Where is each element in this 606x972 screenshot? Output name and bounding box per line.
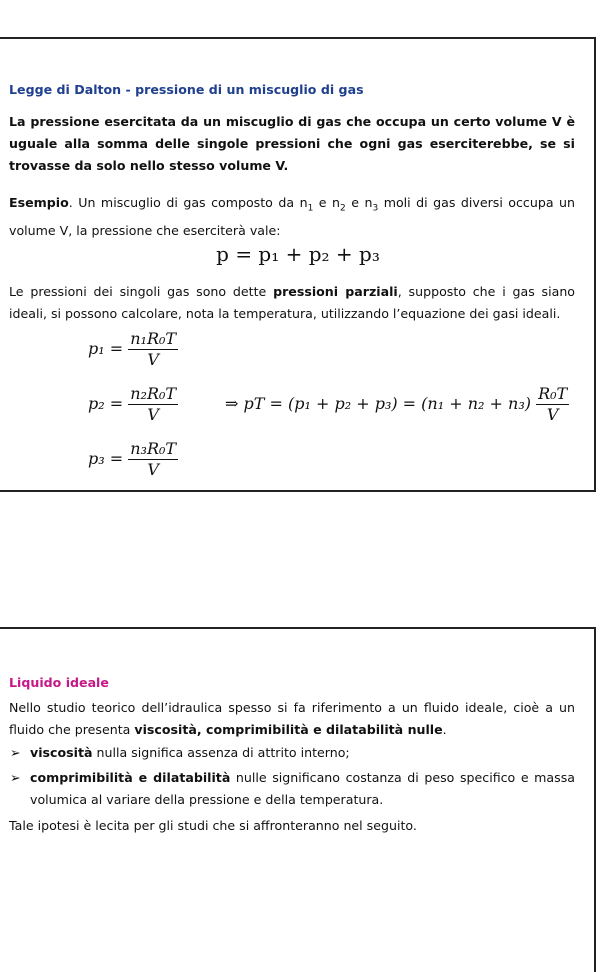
equation-p3 bbox=[88, 439, 178, 480]
example-paragraph bbox=[9, 192, 575, 242]
eq-total-lhs: ⇒ pT = (p₁ + p₂ + p₃) = (n₁ + n₂ + n₃) bbox=[225, 394, 531, 413]
eq-p2-num: n₂R₀T bbox=[130, 384, 177, 403]
ideal-liquid-title: Liquido ideale bbox=[9, 675, 109, 690]
eq-p2-lhs: p₂ = bbox=[88, 394, 124, 413]
eq-p3-den: V bbox=[147, 460, 159, 479]
bullet-arrow-icon: ➢ bbox=[10, 745, 21, 760]
dalton-title: Legge di Dalton - pressione di un miscuglio di gas bbox=[9, 82, 364, 97]
ideal-liquid-panel bbox=[0, 627, 596, 972]
intro-bold: viscosità, comprimibilità e dilatabilità nulle bbox=[134, 722, 443, 737]
example-text-c: e n bbox=[345, 195, 373, 210]
partial-pressure-paragraph bbox=[9, 281, 575, 325]
bullet1-bold: viscosità bbox=[30, 745, 93, 760]
partial-bold: pressioni parziali bbox=[273, 284, 398, 299]
bullet1-text: nulla significa assenza di attrito interno; bbox=[92, 745, 350, 760]
example-text-a: . Un miscuglio di gas composto da n bbox=[68, 195, 308, 210]
bullet2-bold: comprimibilità e dilatabilità bbox=[30, 770, 231, 785]
sub-3: 3 bbox=[372, 203, 379, 214]
dalton-panel bbox=[0, 37, 596, 492]
partial-text-a: Le pressioni dei singoli gas sono dette bbox=[9, 284, 274, 299]
bullet-compressibility bbox=[30, 767, 575, 811]
sub-2: 2 bbox=[340, 203, 346, 214]
partial-text-b: , supposto che i gas siano ideali, si possono calcolare, nota la temperatura, utilizzando l’equazione dei gasi ideali. bbox=[9, 284, 576, 321]
eq-total-num: R₀T bbox=[538, 384, 568, 403]
bullet-viscosity bbox=[30, 742, 575, 764]
equation-p1 bbox=[88, 329, 178, 370]
equation-p2 bbox=[88, 384, 178, 425]
bullet-arrow-icon: ➢ bbox=[10, 770, 21, 785]
dalton-formula: p = p₁ + p₂ + p₃ bbox=[216, 242, 380, 266]
bullet2-text: nulle significano costanza di peso specifico e massa volumica al variare della pressione e della temperatura. bbox=[30, 770, 575, 807]
eq-p1-lhs: p₁ = bbox=[88, 339, 124, 358]
example-text-d: moli di gas diversi occupa un volume V, la pressione che eserciterà vale: bbox=[9, 195, 576, 238]
eq-p2-den: V bbox=[147, 405, 159, 424]
sub-1: 1 bbox=[307, 203, 314, 214]
ideal-liquid-intro bbox=[9, 697, 575, 741]
eq-p1-num: n₁R₀T bbox=[130, 329, 177, 348]
eq-p1-den: V bbox=[147, 350, 159, 369]
closing-sentence: Tale ipotesi è lecita per gli studi che si affronteranno nel seguito. bbox=[9, 818, 417, 833]
eq-total-den: V bbox=[546, 405, 559, 424]
intro-text-a: Nello studio teorico dell’idraulica spesso si fa riferimento a un fluido ideale, cioè a un fluido che presenta bbox=[9, 700, 575, 737]
eq-p3-lhs: p₃ = bbox=[88, 449, 124, 468]
example-label: Esempio bbox=[9, 195, 69, 210]
example-text-b: e n bbox=[313, 195, 341, 210]
intro-text-b: . bbox=[442, 722, 447, 737]
eq-p3-num: n₃R₀T bbox=[130, 439, 177, 458]
equation-total bbox=[225, 384, 569, 425]
dalton-definition: La pressione esercitata da un miscuglio di gas che occupa un certo volume V è uguale alla somma delle singole pressioni che ogni gas eserciterebbe, se si trovasse da solo nello stesso volume V. bbox=[9, 114, 575, 173]
